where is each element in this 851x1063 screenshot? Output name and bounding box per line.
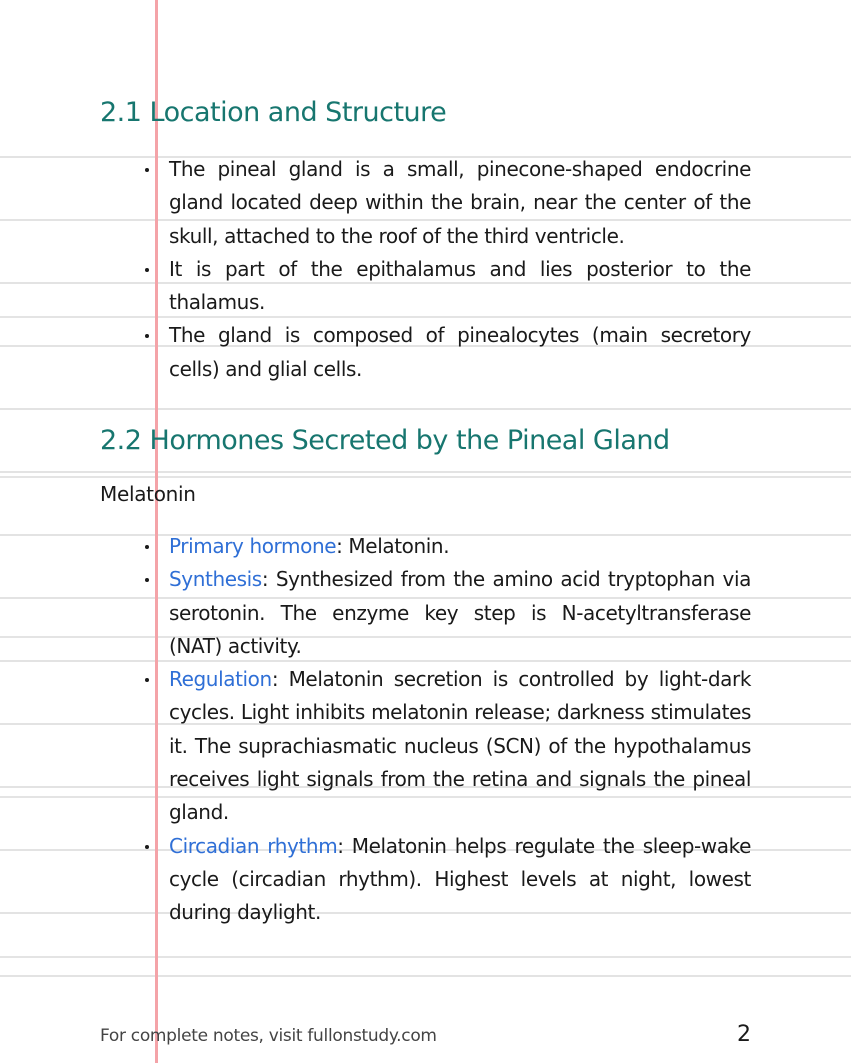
list-item: Circadian rhythm: Melatonin helps regulate the sleep-wake cycle (circadian rhythm). Highest levels at night, lowest during daylight. <box>140 830 751 930</box>
list-item: Primary hormone: Melatonin. <box>140 530 751 563</box>
section-heading-location: 2.1 Location and Structure <box>100 97 447 128</box>
subheading-melatonin: Melatonin <box>100 482 196 506</box>
term-synthesis: Synthesis <box>169 567 262 592</box>
term-circadian-rhythm: Circadian rhythm <box>169 833 338 858</box>
bullet-icon <box>145 545 149 549</box>
bullet-icon <box>145 845 149 849</box>
bullet-icon <box>145 168 149 172</box>
section-heading-hormones: 2.2 Hormones Secreted by the Pineal Gland <box>100 425 670 456</box>
term-primary-hormone: Primary hormone <box>169 534 337 558</box>
bullet-icon <box>145 578 149 582</box>
footer-note: For complete notes, visit fullonstudy.com <box>100 1026 437 1046</box>
ruled-line <box>0 408 851 410</box>
list-item: Regulation: Melatonin secretion is controlled by light-dark cycles. Light inhibits melatonin release; darkness stimulates it. The suprachiasmatic nucleus (SCN) of the hypothalamus receives light signals from the retina and signals the pineal gland. <box>140 663 751 829</box>
location-bullet-list <box>140 153 751 386</box>
list-item: The gland is composed of pinealocytes (main secretory cells) and glial cells. <box>140 319 751 386</box>
ruled-line <box>0 471 851 473</box>
bullet-icon <box>145 678 149 682</box>
page-number: 2 <box>737 1022 751 1047</box>
bullet-icon <box>145 268 149 272</box>
hormone-bullet-list <box>140 530 751 930</box>
bullet-icon <box>145 334 149 338</box>
term-regulation: Regulation <box>169 667 272 692</box>
list-item: The pineal gland is a small, pinecone-shaped endocrine gland located deep within the brain, near the center of the skull, attached to the roof of the third ventricle. <box>140 153 751 253</box>
list-item: Synthesis: Synthesized from the amino acid tryptophan via serotonin. The enzyme key step is N-acetyltransferase (NAT) activity. <box>140 563 751 663</box>
ruled-line <box>0 975 851 977</box>
list-item: It is part of the epithalamus and lies posterior to the thalamus. <box>140 253 751 320</box>
